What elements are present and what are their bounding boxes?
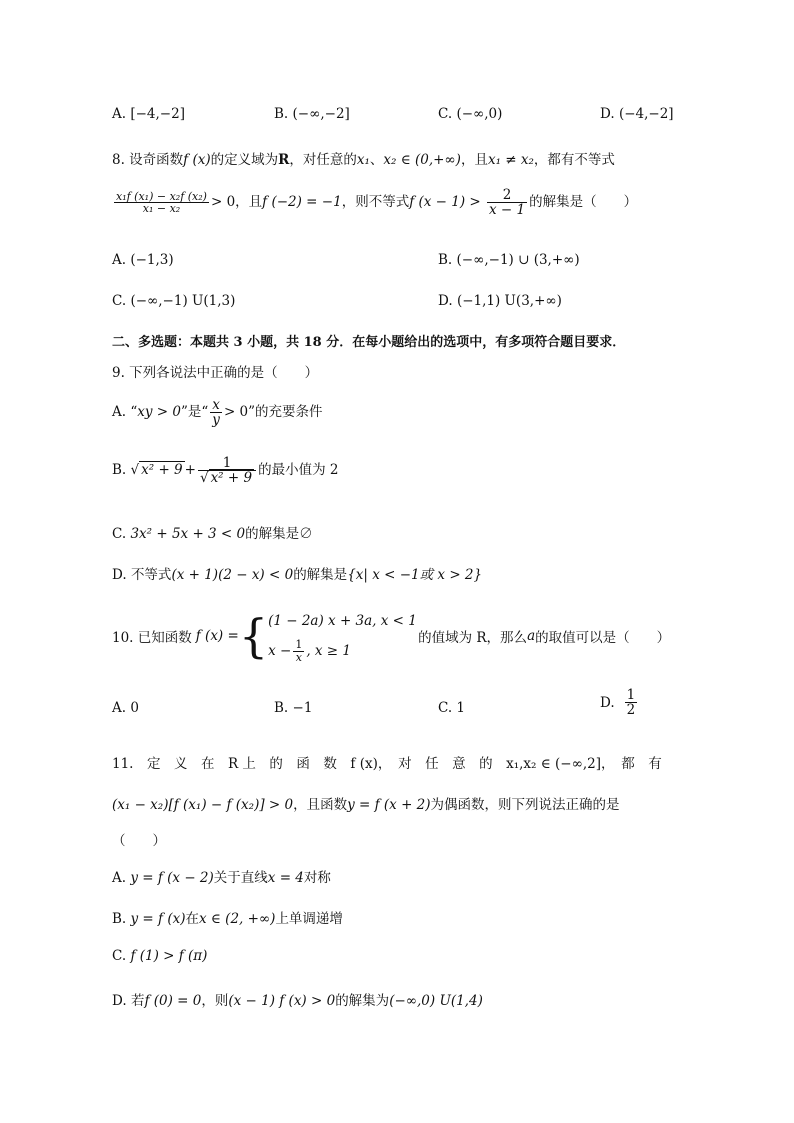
text: 关于直线 (213, 870, 268, 886)
option-value: (−∞,0) (456, 106, 503, 122)
option-label: A. (112, 404, 127, 421)
math: x ∈ (2, +∞) (198, 911, 276, 927)
q8-stem-line1 (112, 148, 615, 168)
math: > 0 (223, 404, 249, 421)
fraction (487, 188, 527, 217)
numerator: 1 (626, 687, 636, 703)
q10-stem (112, 604, 670, 668)
q7-option-c (438, 106, 502, 122)
text: ，则 (201, 993, 229, 1009)
text: 10. 已知函数 (112, 630, 192, 646)
option-label: B. (274, 700, 289, 716)
q8-stem-line2 (112, 188, 637, 217)
radicand: x² + 9 (141, 462, 183, 479)
text: ，则不等式 (341, 194, 410, 211)
denominator: x (295, 651, 302, 664)
piece: (1 − 2a) x + 3a, x < 1 (268, 613, 417, 629)
math: y = f (x + 2) (347, 797, 431, 813)
text: 在 (185, 911, 199, 927)
text: 的解集为 (335, 993, 390, 1009)
option-label: B. (112, 462, 127, 479)
text: ，都有不等式 (533, 152, 615, 168)
numerator: 1 (198, 456, 256, 471)
math: {x| x < −1或 x > 2} (347, 567, 483, 583)
q10-option-c: C. 1 (438, 700, 466, 716)
q9-option-d (112, 563, 482, 583)
q9-option-c (112, 522, 313, 542)
piece (268, 636, 396, 666)
numerator: 1 (295, 638, 303, 652)
text: “ (130, 404, 138, 421)
text: 、 (369, 152, 384, 168)
text: 的取值可以是（ ） (535, 630, 671, 646)
q10-option-d (600, 688, 639, 717)
math: (x + 1)(2 − x) < 0 (171, 567, 294, 583)
option-value: (−∞,−1) ∪ (3,+∞) (456, 252, 580, 268)
numerator: x₁f (x₁) − x₂f (x₂) (116, 189, 207, 203)
math: x − (268, 643, 292, 659)
option-label: A. (112, 870, 127, 886)
fraction (210, 398, 222, 427)
q11-option-a (112, 866, 331, 886)
text: 为偶函数，则下列说法正确的是 (430, 797, 620, 813)
math: f (1) > f (π) (130, 948, 208, 964)
fraction (293, 639, 304, 663)
option-value: [−4,−2] (130, 106, 185, 122)
denominator: y (212, 412, 220, 429)
option-label: B. (112, 911, 127, 927)
math: x₂ ∈ (0,+∞) (383, 152, 461, 168)
q7-option-b (274, 106, 350, 122)
option-label: D. (112, 567, 127, 583)
q8-option-a (112, 252, 174, 268)
option-label: D. (600, 106, 615, 122)
option-label: C. (438, 106, 453, 122)
text: 不等式 (130, 567, 172, 583)
fraction (114, 191, 209, 215)
option-label: A. (112, 252, 127, 268)
q10-option-b (274, 700, 312, 716)
math: (−∞,0) U(1,4) (389, 993, 483, 1009)
math: f (0) = 0 (144, 993, 202, 1009)
text: ”是“ (180, 404, 209, 421)
q9-option-b (112, 456, 338, 485)
denominator: 2 (626, 702, 636, 719)
option-value: (−4,−2] (618, 106, 674, 122)
option-label: B. (274, 106, 289, 122)
math: x₁ (356, 152, 370, 168)
text: 的最小值为 2 (258, 462, 339, 479)
q11-stem-line1: 11. 定 义 在 R 上 的 函 数 f (x)， 对 任 意 的 x₁,x₂ ∈ (−∞,2]， 都 有 (112, 756, 662, 772)
q11-option-d (112, 989, 483, 1009)
section-title: 二、多选题：本题共 3 小题，共 18 分．在每小题给出的选项中，有多项符合题目要求． (112, 335, 626, 350)
q11-option-c (112, 948, 207, 964)
option-label: D. (438, 293, 453, 309)
piecewise (268, 606, 417, 666)
option-value: −1 (292, 700, 313, 716)
denominator: x₁ − x₂ (142, 202, 181, 216)
option-value: (−∞,−2] (292, 106, 350, 122)
math: f (x) (183, 152, 211, 168)
brace: { (238, 609, 269, 663)
text: ，且 (460, 152, 488, 168)
q11-stem-line2 (112, 793, 620, 813)
math: f (−2) = −1 (262, 194, 342, 211)
numerator: x (210, 398, 222, 413)
math: 3x² + 5x + 3 < 0 (130, 526, 246, 542)
q8-option-b (438, 252, 580, 268)
math: f (x) = (195, 628, 239, 644)
q11-stem-line3: （ ） (112, 833, 166, 849)
text: > 0，且 (210, 194, 263, 211)
numerator: 2 (487, 188, 527, 203)
q10-option-a: A. 0 (112, 700, 139, 716)
text: ，对任意的 (289, 152, 357, 168)
text: 若 (130, 993, 145, 1009)
math: (x₁ − x₂)[f (x₁) − f (x₂)] > 0 (112, 797, 294, 813)
option-label: A. (112, 106, 127, 122)
text: 对称 (303, 870, 331, 886)
option-label: D. (112, 993, 127, 1009)
option-label: C. (112, 948, 127, 964)
text: 的值域为 R，那么 (418, 630, 528, 646)
option-value: (−∞,−1) U(1,3) (130, 293, 236, 309)
option-label: C. (112, 293, 127, 309)
math: (x − 1) f (x) > 0 (228, 993, 336, 1009)
fraction (625, 688, 638, 717)
q8-option-c (112, 293, 235, 309)
text: 上单调递增 (275, 911, 343, 927)
text: ，且函数 (293, 797, 348, 813)
option-value: (−1,1) U(3,+∞) (456, 293, 562, 309)
math: , x ≥ 1 (306, 643, 351, 659)
fraction (198, 456, 256, 485)
math: x₁ ≠ x₂ (487, 152, 534, 168)
option-label: D. (600, 694, 615, 711)
option-value: (−1,3) (130, 252, 174, 268)
q11-option-b (112, 907, 343, 927)
text: ”的充要条件 (248, 404, 323, 421)
math: y = f (x − 2) (130, 870, 214, 886)
math: y = f (x) (130, 911, 186, 927)
text: 的定义域为 (210, 152, 279, 168)
q8-option-d (438, 293, 562, 309)
sqrt: √ x² + 9 (130, 462, 183, 479)
math: R (278, 152, 290, 168)
math: x = 4 (267, 870, 304, 886)
option-label: C. (112, 526, 127, 542)
math: f (x − 1) > (409, 194, 481, 211)
math: a (527, 628, 536, 644)
denominator: √ x² + 9 (199, 470, 253, 487)
text: 的解集是（ ） (529, 194, 638, 211)
text: 的解集是∅ (245, 526, 313, 542)
option-label: B. (438, 252, 453, 268)
math: + (184, 462, 196, 479)
q7-option-d (600, 106, 674, 122)
q9-option-a (112, 398, 323, 427)
radicand: x² + 9 (210, 470, 253, 487)
text: 8. 设奇函数 (112, 152, 184, 168)
q9-stem: 9. 下列各说法中正确的是（ ） (112, 365, 319, 381)
math: xy > 0 (137, 404, 181, 421)
q7-option-a (112, 106, 185, 122)
text: 的解集是 (293, 567, 348, 583)
denominator: x − 1 (489, 202, 526, 219)
